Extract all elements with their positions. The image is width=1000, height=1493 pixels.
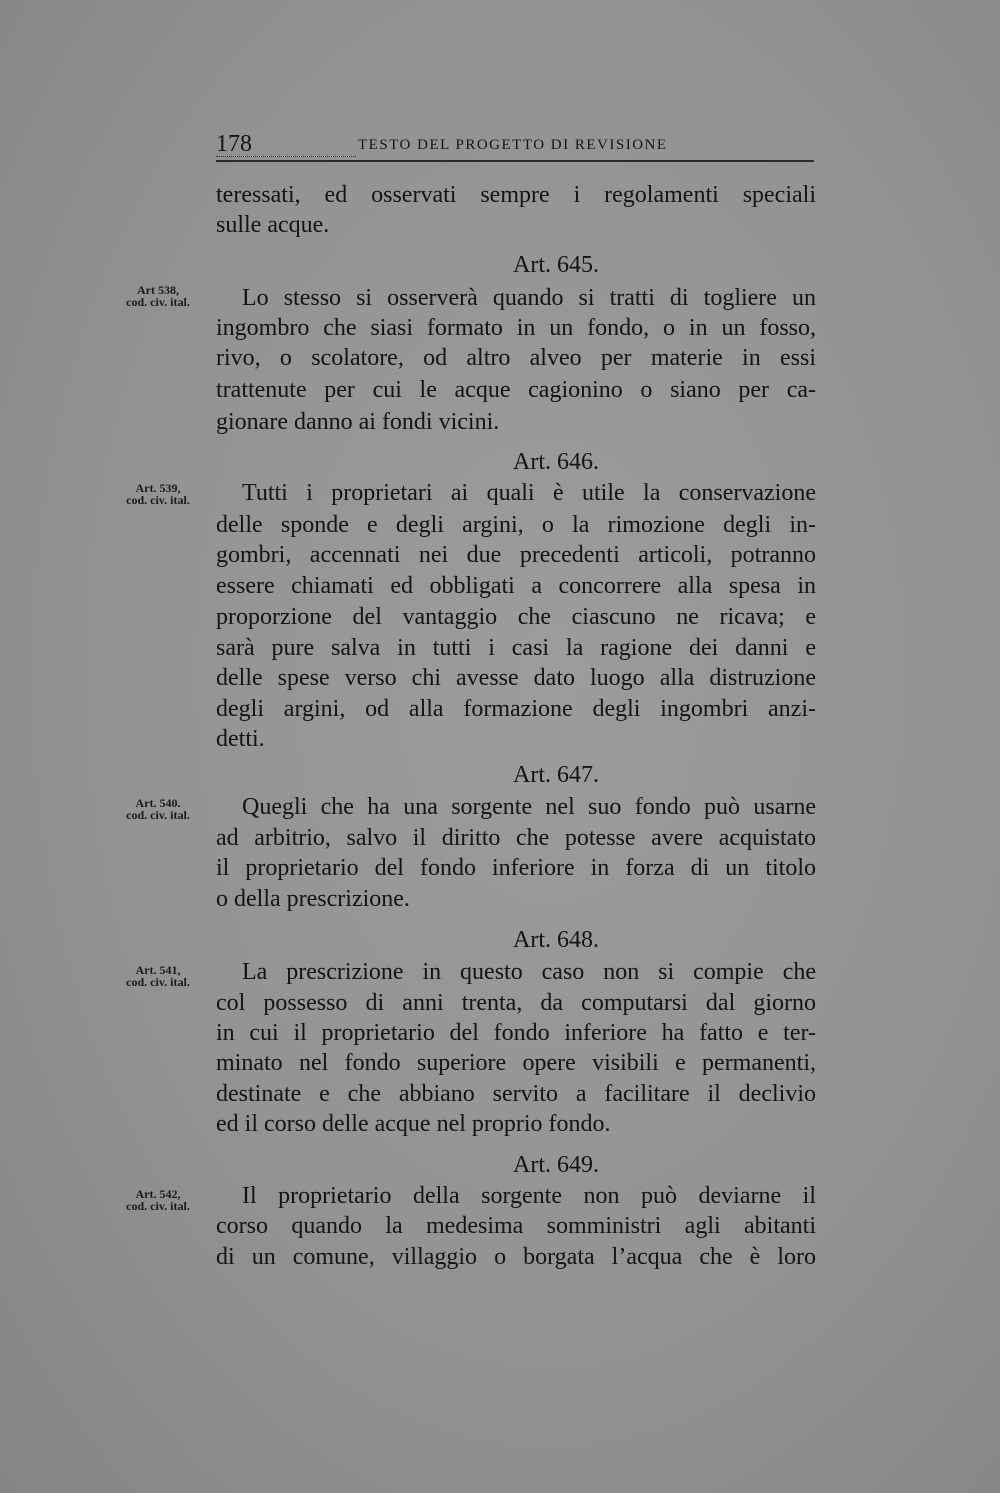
- article-heading-649: Art. 649.: [513, 1152, 599, 1178]
- text-line: Quegli che ha una sorgente nel suo fondo può usarne: [242, 794, 816, 820]
- text-line: degli argini, od alla formazione degli ingombri anzi-: [216, 696, 816, 722]
- text-line: ed il corso delle acque nel proprio fondo.: [216, 1111, 611, 1137]
- text-line: rivo, o scolatore, od altro alveo per materie in essi: [216, 345, 816, 371]
- article-heading-648: Art. 648.: [513, 927, 599, 953]
- text-line: in cui il proprietario del fondo inferiore ha fatto e ter-: [216, 1020, 816, 1046]
- running-head: TESTO DEL PROGETTO DI REVISIONE: [358, 137, 668, 153]
- margin-note-649: Art. 542, cod. civ. ital.: [126, 1187, 190, 1213]
- text-line: trattenute per cui le acque cagionino o siano per ca-: [216, 377, 816, 403]
- text-line: ad arbitrio, salvo il diritto che potesse avere acquistato: [216, 825, 816, 851]
- text-line: minato nel fondo superiore opere visibili e permanenti,: [216, 1050, 816, 1076]
- article-heading-647: Art. 647.: [513, 762, 599, 788]
- text-line: delle sponde e degli argini, o la rimozione degli in-: [216, 512, 816, 538]
- text-line: delle spese verso chi avesse dato luogo alla distruzione: [216, 665, 816, 691]
- text-line: La prescrizione in questo caso non si compie che: [242, 959, 816, 985]
- page-number: 178: [216, 131, 252, 157]
- margin-note-646: Art. 539, cod. civ. ital.: [126, 481, 190, 507]
- text-line: Lo stesso si osserverà quando si tratti di togliere un: [242, 285, 816, 311]
- text-line: detti.: [216, 726, 265, 752]
- text-line: gombri, accennati nei due precedenti articoli, potranno: [216, 542, 816, 568]
- text-line: corso quando la medesima somministri agli abitanti: [216, 1213, 816, 1239]
- article-heading-646: Art. 646.: [513, 449, 599, 475]
- text-line: di un comune, villaggio o borgata l’acqua che è loro: [216, 1244, 816, 1270]
- text-line: Il proprietario della sorgente non può deviarne il: [242, 1183, 816, 1209]
- text-line: teressati, ed osservati sempre i regolamenti speciali: [216, 182, 816, 208]
- text-line: sarà pure salva in tutti i casi la ragione dei danni e: [216, 635, 816, 661]
- article-heading-645: Art. 645.: [513, 252, 599, 278]
- margin-note-648: Art. 541, cod. civ. ital.: [126, 963, 190, 989]
- text-line: sulle acque.: [216, 212, 330, 238]
- text-line: destinate e che abbiano servito a facilitare il declivio: [216, 1081, 816, 1107]
- header-dotted-rule: [216, 156, 356, 157]
- text-line: o della prescrizione.: [216, 886, 410, 912]
- margin-note-647: Art. 540. cod. civ. ital.: [126, 796, 190, 822]
- text-line: col possesso di anni trenta, da computarsi dal giorno: [216, 990, 816, 1016]
- text-line: Tutti i proprietari ai quali è utile la conservazione: [242, 480, 816, 506]
- page-header: [216, 130, 814, 162]
- text-line: gionare danno ai fondi vicini.: [216, 409, 500, 435]
- text-line: proporzione del vantaggio che ciascuno ne ricava; e: [216, 604, 816, 630]
- text-line: il proprietario del fondo inferiore in forza di un titolo: [216, 855, 816, 881]
- text-line: ingombro che siasi formato in un fondo, o in un fosso,: [216, 315, 816, 341]
- margin-note-645: Art 538, cod. civ. ital.: [126, 283, 190, 309]
- text-line: essere chiamati ed obbligati a concorrere alla spesa in: [216, 573, 816, 599]
